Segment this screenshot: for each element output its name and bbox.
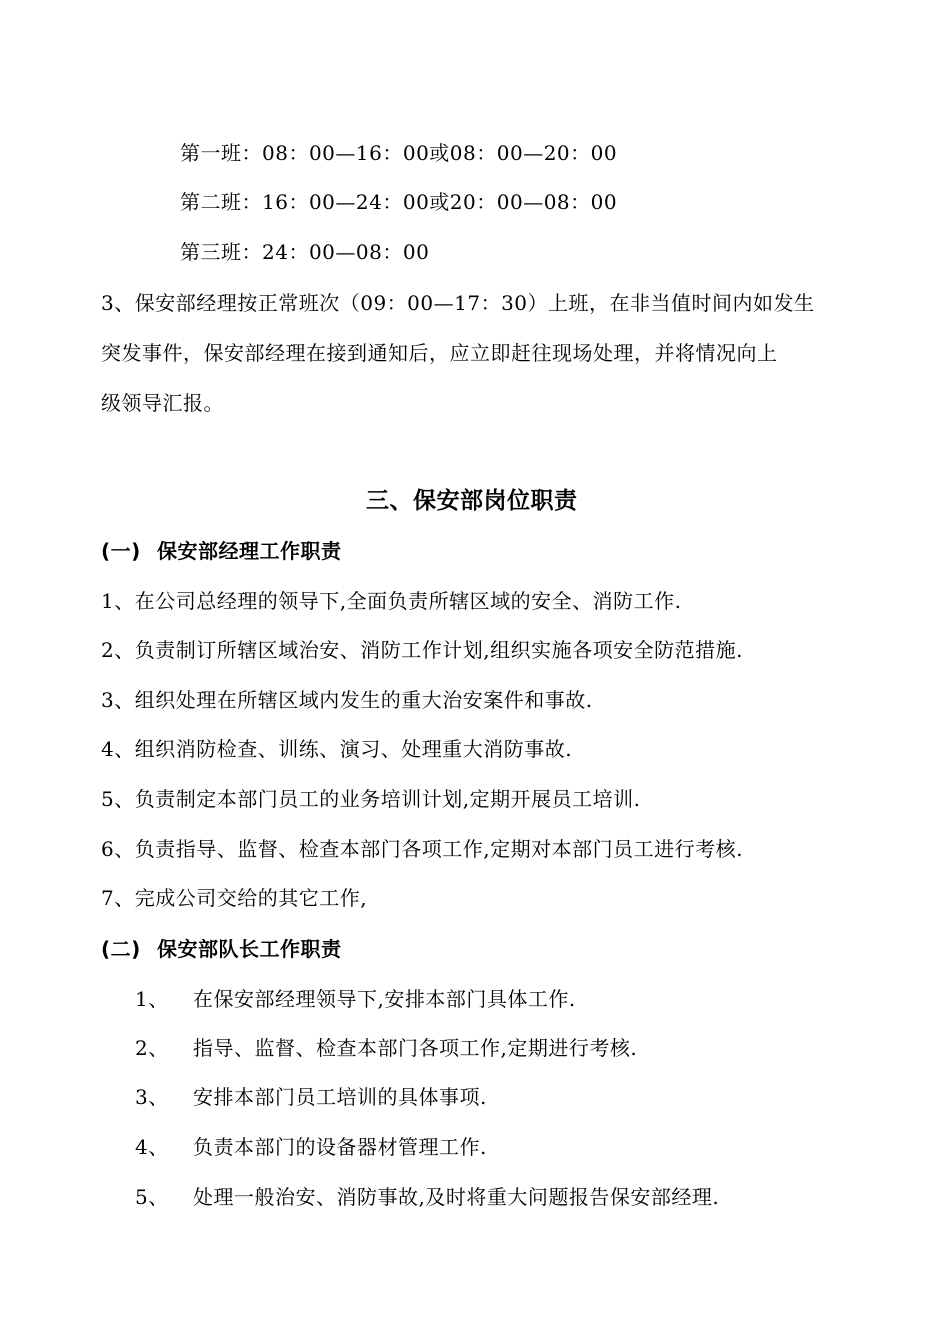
subsection-1-number: (一) [101, 539, 141, 563]
subsection-2-item-2 [135, 1034, 637, 1062]
subsection-2-item-number: 1、 [135, 987, 169, 1011]
paragraph-3-line-1: 3、保安部经理按正常班次（09：00—17：30）上班，在非当值时间内如发生 [101, 291, 815, 315]
subsection-2-item-text: 在保安部经理领导下,安排本部门具体工作. [193, 987, 576, 1011]
subsection-2-item-text: 安排本部门员工培训的具体事项. [193, 1085, 487, 1109]
shift-line-2: 第二班：16：00—24：00或20：00—08：00 [180, 190, 618, 214]
subsection-1-item-5: 5、负责制定本部门员工的业务培训计划,定期开展员工培训. [101, 787, 641, 811]
subsection-2-heading [101, 935, 342, 963]
subsection-1-item-1: 1、在公司总经理的领导下,全面负责所辖区域的安全、消防工作. [101, 589, 682, 613]
subsection-2-item-text: 指导、监督、检查本部门各项工作,定期进行考核. [193, 1036, 638, 1060]
subsection-2-item-text: 负责本部门的设备器材管理工作. [193, 1135, 487, 1159]
subsection-2-item-number: 3、 [135, 1085, 169, 1109]
shift-line-3: 第三班：24：00—08：00 [180, 240, 430, 264]
section-title: 三、保安部岗位职责 [366, 488, 578, 514]
subsection-2-number: (二) [101, 937, 141, 961]
shift-line-1: 第一班：08：00—16：00或08：00—20：00 [180, 141, 618, 165]
subsection-2-item-number: 2、 [135, 1036, 169, 1060]
subsection-1-item-7: 7、完成公司交给的其它工作, [101, 886, 368, 910]
subsection-2-item-1 [135, 985, 576, 1013]
paragraph-3-line-3: 级领导汇报。 [101, 391, 224, 415]
subsection-2-item-4 [135, 1133, 487, 1161]
subsection-1-item-2: 2、负责制订所辖区域治安、消防工作计划,组织实施各项安全防范措施. [101, 638, 743, 662]
subsection-1-item-6: 6、负责指导、监督、检查本部门各项工作,定期对本部门员工进行考核. [101, 837, 743, 861]
subsection-2-item-number: 4、 [135, 1135, 169, 1159]
subsection-1-item-3: 3、组织处理在所辖区域内发生的重大治安案件和事故. [101, 688, 593, 712]
subsection-1-title: 保安部经理工作职责 [157, 539, 342, 563]
subsection-2-item-3 [135, 1083, 487, 1111]
subsection-1-item-4: 4、组织消防检查、训练、演习、处理重大消防事故. [101, 737, 573, 761]
subsection-1-heading [101, 537, 342, 565]
subsection-2-item-5 [135, 1183, 719, 1211]
subsection-2-item-text: 处理一般治安、消防事故,及时将重大问题报告保安部经理. [193, 1185, 720, 1209]
subsection-2-item-number: 5、 [135, 1185, 169, 1209]
paragraph-3-line-2: 突发事件，保安部经理在接到通知后，应立即赶往现场处理，并将情况向上 [101, 341, 778, 365]
subsection-2-title: 保安部队长工作职责 [157, 937, 342, 961]
